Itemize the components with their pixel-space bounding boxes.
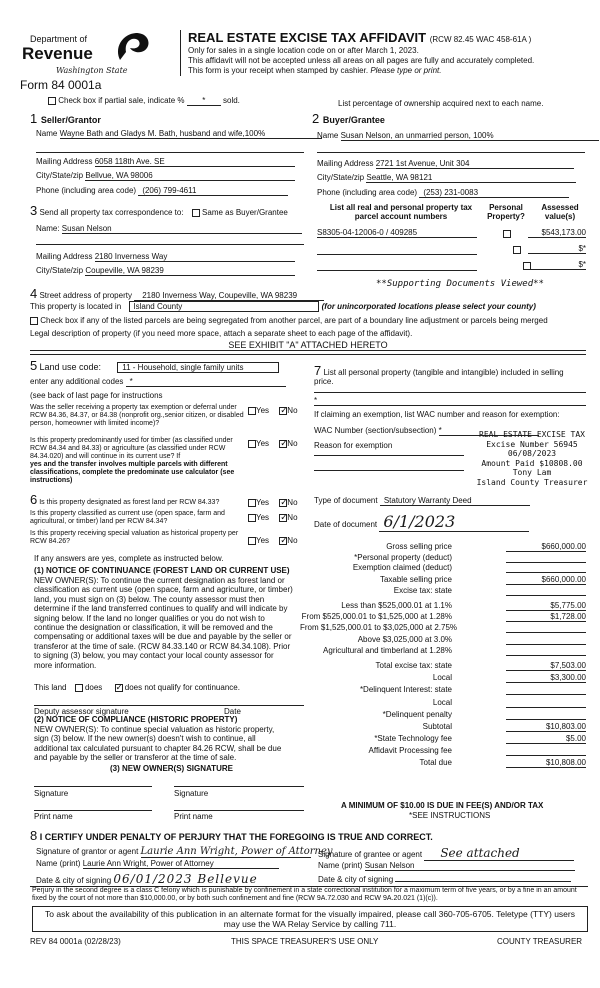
calc-value[interactable]: $7,503.00 (506, 661, 586, 671)
grantor-print-name[interactable]: Laurie Ann Wright, Power of Attorney (83, 859, 279, 869)
calc-label: Above $3,025,000 at 3.0% (357, 635, 452, 644)
buyer-heading: 2 Buyer/Grantee (312, 111, 385, 126)
calc-value[interactable]: $660,000.00 (506, 575, 586, 585)
rev-number: REV 84 0001a (02/28/23) (30, 937, 121, 946)
grantor-signature[interactable]: Laurie Ann Wright, Power of Attorney (140, 846, 333, 857)
q-timber-b: yes and the transfer involves multiple parcels with different classifications, complete the predominate use calculator (see instructions) (30, 461, 235, 484)
owner-signature-1[interactable]: Signature (34, 789, 69, 798)
calc-value[interactable] (506, 746, 586, 756)
personal-header: Personal Property? (487, 203, 525, 221)
certify-heading: 8 I CERTIFY UNDER PENALTY OF PERJURY THAT THE FOREGOING IS TRUE AND CORRECT. (30, 828, 433, 843)
legal-desc-field[interactable]: SEE EXHIBIT "A" ATTACHED HERETO (30, 340, 586, 351)
alt-format-notice: To ask about the availability of this publication in an alternate format for the visually impaired, please call 360-705-6705. Teletype (TTY) users may use the WA Relay Service by calling 711. (32, 906, 588, 932)
calc-value[interactable]: $1,728.00 (506, 612, 586, 622)
q-current-use: Is this property classified as current use (open space, farm and agricultural, or timber) land per RCW 84.34? (30, 510, 225, 525)
document-type-field[interactable]: Statutory Warranty Deed (380, 496, 530, 506)
calc-label: *Delinquent Interest: state (359, 685, 452, 694)
dept-label: Department of (30, 34, 88, 44)
seller-phone-field[interactable]: (206) 799-4611 (138, 186, 288, 196)
q-forest: 6 Is this property designated as forest land per RCW 84.33? (30, 492, 220, 507)
q-historic-yes[interactable] (248, 537, 256, 545)
grantor-date-city[interactable]: 06/01/2023 Bellevue (113, 872, 285, 887)
deputy-signature-label: Deputy assessor signature (34, 707, 129, 716)
buyer-name-field[interactable]: Susan Nelson, an unmarried person, 100% (341, 131, 599, 141)
q-historic: Is this property receiving special valuation as historical property per RCW 84.26? (30, 530, 239, 545)
calc-label: *Delinquent penalty (382, 710, 452, 719)
seller-heading: 1 Seller/Grantor (30, 111, 101, 126)
calc-label: Gross selling price (386, 542, 452, 551)
form-number: Form 84 0001a (20, 78, 102, 92)
additional-codes-field[interactable]: * (126, 377, 286, 387)
form-title: REAL ESTATE EXCISE TAX AFFIDAVIT (RCW 82.45 WAC 458-61A ) (188, 30, 532, 45)
grantee-date-city[interactable] (395, 881, 571, 882)
calc-label: *Personal property (deduct) (354, 553, 452, 562)
buyer-address-field[interactable]: 2721 1st Avenue, Unit 304 (376, 159, 574, 169)
calc-label: Local (432, 673, 452, 682)
q-timber-no[interactable] (279, 440, 287, 448)
state-label: Washington State (56, 66, 128, 75)
buyer-city-field[interactable]: Seattle, WA 98121 (366, 173, 576, 183)
q-historic-no[interactable] (279, 537, 287, 545)
calc-label: Taxable selling price (379, 575, 452, 584)
q-forest-yes[interactable] (248, 499, 256, 507)
calc-label: Agricultural and timberland at 1.28% (323, 646, 452, 655)
assessed-value-2[interactable]: $* (528, 244, 586, 254)
calc-label: Total excise tax: state (375, 661, 452, 670)
owner-print-name-1[interactable]: Print name (34, 812, 73, 821)
same-as-buyer-checkbox[interactable] (192, 209, 200, 217)
continuance-heading: (1) NOTICE OF CONTINUANCE (FOREST LAND OR CURRENT USE) (34, 566, 290, 575)
q-forest-no[interactable] (279, 499, 287, 507)
reason-label: Reason for exemption (314, 441, 393, 450)
seller-address-field[interactable]: 6058 118th Ave. SE (95, 157, 295, 167)
calc-label: Affidavit Processing fee (368, 746, 452, 755)
personal-property-checkbox-1[interactable] (503, 230, 511, 238)
header-line3: This form is your receipt when stamped by cashier. Please type or print. (188, 66, 442, 75)
compliance-heading: (2) NOTICE OF COMPLIANCE (HISTORIC PROPERTY) (34, 715, 238, 724)
personal-property-checkbox-2[interactable] (513, 246, 521, 254)
owner-print-name-2[interactable]: Print name (174, 812, 213, 821)
calc-label: Less than $525,000.01 at 1.1% (341, 601, 452, 610)
grantee-print-name[interactable]: Susan Nelson (365, 861, 575, 871)
buyer-phone-field[interactable]: (253) 231-0083 (419, 188, 569, 198)
calc-label: From $1,525,000.01 to $3,025,000 at 2.75% (300, 623, 458, 632)
percentage-note: List percentage of ownership acquired next to each name. (338, 99, 544, 108)
q-timber-yes[interactable] (248, 440, 256, 448)
calc-value[interactable]: $5,775.00 (506, 601, 586, 611)
calc-value[interactable] (506, 563, 586, 573)
continuance-body: NEW OWNER(S): To continue the current designation as forest land or classification as current use (open space, farm and agriculture, or timber) land, you must sign on (3) below. The county assessor must then determine if the land transferred continues to qualify and will indicate by signing below. If the land no longer qualifies or you do not wish to continue the designation or classification, it will be removed and the compensating or additional taxes will be due and payable by the seller or transferor at the time of sale. (RCW 84.33.140 or RCW 84.34.108). Prior to signing (3) below, you may contact your local county assessor for more information. (34, 576, 293, 670)
see-back-note: (see back of last page for instructions (30, 391, 163, 400)
land-does-not-checkbox[interactable] (115, 684, 123, 692)
calc-label: Local (432, 698, 452, 707)
county-select[interactable]: Island County (129, 301, 319, 312)
calc-label: Subtotal (422, 722, 452, 731)
partial-sale: Check box if partial sale, indicate % * sold. (48, 96, 240, 106)
assessed-value-3[interactable]: $* (528, 260, 586, 270)
q-exemption-yes[interactable] (248, 407, 256, 415)
revenue-logo-icon (112, 30, 152, 64)
owner-signature-2[interactable]: Signature (174, 789, 209, 798)
minimum-notice: A MINIMUM OF $10.00 IS DUE IN FEE(S) AND/OR TAX (341, 801, 544, 810)
sec6-intro: If any answers are yes, complete as instructed below. (34, 554, 224, 563)
parcel-row-1[interactable]: S8305-04-12006-0 / 409285 (317, 228, 477, 238)
treasurer-stamp: REAL ESTATE EXCISE TAX Excise Number 56945 06/08/2023 Amount Paid $10808.00 Tony Lam Island County Treasurer (476, 430, 588, 487)
q-current-use-no[interactable] (279, 514, 287, 522)
grantee-signature[interactable]: See attached (424, 846, 574, 861)
deputy-date-label: Date (224, 707, 241, 716)
tax-corr-city-field[interactable]: Coupeville, WA 98239 (85, 266, 295, 276)
new-owner-signature-heading: (3) NEW OWNER(S) SIGNATURE (110, 764, 233, 773)
calc-label: From $525,000.01 to $1,525,000 at 1.28% (301, 612, 452, 621)
assessed-value-1[interactable]: $543,173.00 (528, 228, 586, 238)
legal-desc-label: Legal description of property (if you need more space, attach a separate sheet to each page of the affidavit). (30, 329, 413, 338)
supporting-docs-note: **Supporting Documents Viewed** (376, 279, 544, 289)
calc-value[interactable]: $660,000.00 (506, 542, 586, 552)
tax-corr-address-field[interactable]: 2180 Inverness Way (95, 252, 295, 262)
compliance-body: NEW OWNER(S): To continue special valuation as historic property, sign (3) below. If the new owner(s) doesn't wish to continue, all additional tax calculated pursuant to chapter 84.26 RCW, shall be due and payable by the seller or transferor at the time of sale. (34, 725, 282, 763)
calc-label: *State Technology fee (374, 734, 452, 743)
partial-sale-checkbox[interactable] (48, 97, 56, 105)
street-address-field[interactable]: 2180 Inverness Way, Coupeville, WA 98239 (134, 291, 324, 301)
calc-value[interactable] (506, 586, 586, 596)
see-instructions: *SEE INSTRUCTIONS (409, 811, 491, 820)
calc-value[interactable] (506, 698, 586, 708)
q-timber: Is this property predominantly used for timber (as classified under RCW 84.34 and 84.33) or agriculture (as classified under RCW 84.34.020) and will continue in its current use? If (30, 437, 233, 460)
header-line1: Only for sales in a single location code on or after March 1, 2023. (188, 46, 419, 55)
tax-corr-heading: 3 Send all property tax correspondence to: Same as Buyer/Grantee (30, 203, 288, 218)
calc-value[interactable] (506, 623, 586, 633)
parcel-header: List all real and personal property tax parcel account numbers (329, 203, 473, 221)
calc-value[interactable] (506, 646, 586, 656)
tax-corr-name-field[interactable]: Susan Nelson (62, 224, 302, 234)
perjury-notice: Perjury in the second degree is a class C felony which is punishable by confinement in a state correctional institution for a maximum term of five years, or by a fine in an amount fixed by the court of not more than $10,000.00, or by both such confinement and fine (RCW 9A.72.030 and RCW 9A.20.021 (1)(c)). (32, 887, 577, 902)
calc-label: Total due (419, 758, 452, 767)
q-current-use-yes[interactable] (248, 514, 256, 522)
wac-number-field[interactable]: * (439, 426, 539, 436)
segregated-checkbox[interactable] (30, 317, 38, 325)
calc-value[interactable]: $5.00 (506, 734, 586, 744)
seller-name-field[interactable]: Wayne Bath and Gladys M. Bath, husband and wife,100% (60, 129, 322, 139)
land-use-select[interactable]: 11 - Household, single family units (117, 362, 279, 373)
calc-value[interactable] (506, 710, 586, 720)
calc-value[interactable] (506, 553, 586, 563)
exemption-label: If claiming an exemption, list WAC number and reason for exemption: (314, 410, 560, 419)
seller-city-field[interactable]: Bellvue, WA 98006 (85, 171, 295, 181)
document-date-field[interactable]: 6/1/2023 (379, 512, 529, 532)
calc-value[interactable]: $10,808.00 (506, 758, 586, 768)
header-line2: This affidavit will not be accepted unless all areas on all pages are fully and accurately completed. (188, 56, 535, 65)
calc-value[interactable]: $10,803.00 (506, 722, 586, 732)
treasurer-use-label: THIS SPACE TREASURER'S USE ONLY (231, 937, 379, 946)
assessed-header: Assessed value(s) (541, 203, 579, 221)
calc-value[interactable]: $3,300.00 (506, 673, 586, 683)
q-exemption-no[interactable] (279, 407, 287, 415)
personal-property-field[interactable]: * (314, 396, 318, 405)
revenue-logo-text: Revenue (22, 44, 93, 63)
calc-label: Excise tax: state (393, 586, 452, 595)
q-exemption: Was the seller receiving a property tax exemption or deferral under RCW 84.36, 84.37, or 84.38 (nonprofit org.,senior citizen, or disabled person, homeowner with limited income)? (30, 404, 244, 427)
calc-value[interactable] (506, 685, 586, 695)
calc-value[interactable] (506, 635, 586, 645)
county-treasurer-label: COUNTY TREASURER (497, 937, 583, 946)
land-does-checkbox[interactable] (75, 684, 83, 692)
calc-label: Exemption claimed (deduct) (352, 563, 452, 572)
